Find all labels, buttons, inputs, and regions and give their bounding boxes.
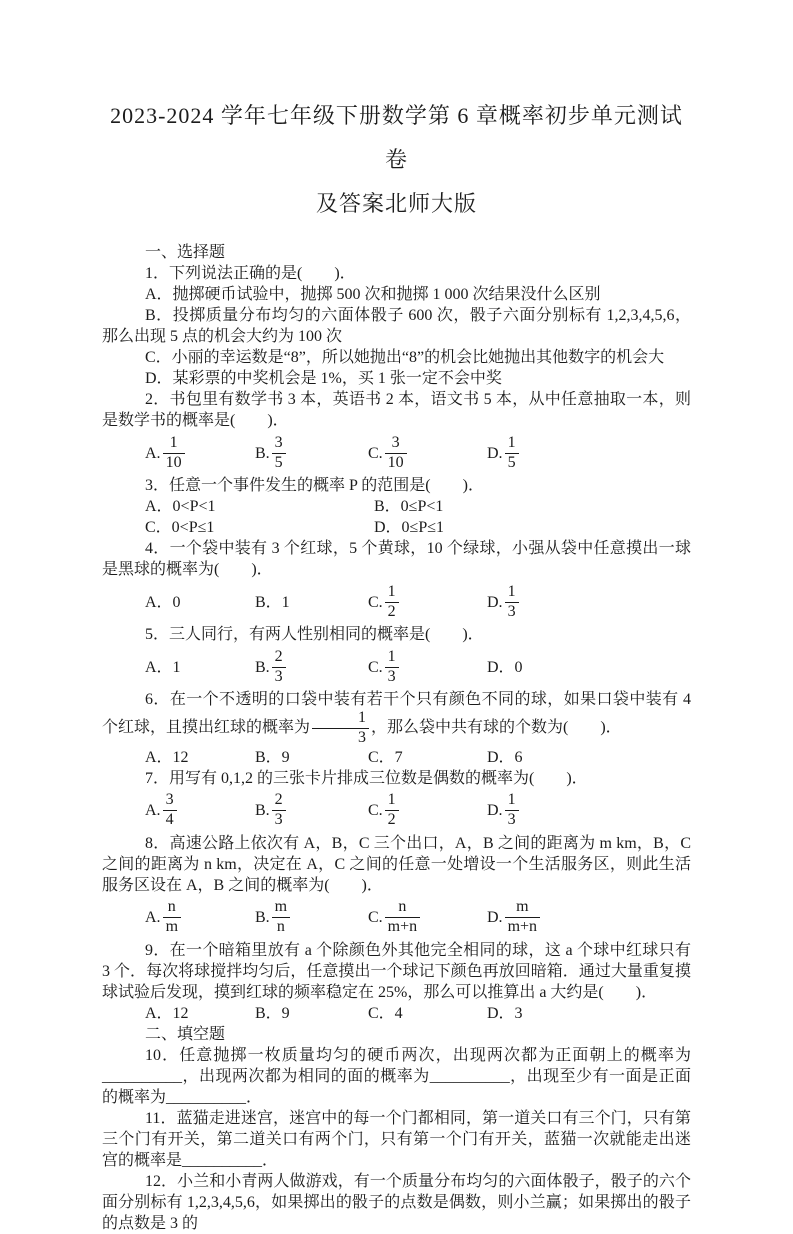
question-9-option-a: A．12: [145, 1004, 189, 1022]
question-8-option-d: D. $\frac{m}{m+n}$: [487, 899, 540, 936]
question-5-options: [102, 645, 691, 689]
fraction: $\frac{n}{m}$: [163, 899, 181, 936]
question-6-options: [102, 747, 691, 768]
question-3-option-c: C．0<P≤1: [145, 519, 215, 536]
question-2-option-d: D. $\frac{1}{5}$: [487, 435, 519, 472]
question-1-stem: 1．下列说法正确的是( )．: [145, 265, 356, 282]
question-11-text: 11．蓝猫走进迷宫，迷宫中的每一个门都相同，第一道关口有三个门，只有第三个门有开关，第二道关口有两个门，只有第一个门有开关，蓝猫一次就能走出迷宫的概率是__________．: [102, 1109, 691, 1169]
question-6-option-b: B．9: [255, 748, 290, 766]
fraction: $\frac{1}{2}$: [385, 792, 399, 829]
question-2-option-c: C. $\frac{3}{10}$: [368, 435, 487, 472]
question-8-option-c: C. $\frac{n}{m+n}$: [368, 899, 487, 936]
question-9-option-d: D．3: [487, 1004, 523, 1022]
question-3-options-row-1: [102, 496, 691, 517]
section-fill-heading: 二、填空题: [145, 1025, 226, 1043]
fraction: $\frac{m}{m+n}$: [505, 899, 540, 936]
fraction: $\frac{1}{3}$: [505, 584, 519, 621]
question-7-stem: 7．用写有 0,1,2 的三张卡片排成三位数是偶数的概率为( )．: [145, 769, 588, 787]
question-8-options: [102, 896, 691, 940]
fraction: $\frac{m}{n}$: [272, 899, 290, 936]
question-5-stem: 5．三人同行，有两人性别相同的概率是( )．: [145, 626, 484, 643]
fraction: $\frac{2}{3}$: [272, 649, 286, 686]
fraction: $\frac{1}{3}$: [385, 649, 399, 686]
question-3-options-row-2: [102, 517, 691, 538]
fraction: $\frac{3}{5}$: [272, 435, 286, 472]
question-4-option-c: C. $\frac{1}{2}$: [368, 584, 487, 621]
question-2-option-a: A. $\frac{1}{10}$: [145, 435, 255, 472]
question-6-stem: 6．在一个不透明的口袋中装有若干个只有颜色不同的球，如果口袋中装有 4 个红球，且摸出红球的概率为 $\frac{1}{3}$ ，那么袋中共有球的个数为( )．: [102, 691, 691, 746]
page-title: [102, 94, 691, 226]
question-6-option-a: A．12: [145, 748, 189, 766]
question-7-option-d: D. $\frac{1}{3}$: [487, 792, 519, 829]
question-9-stem: 9．在一个暗箱里放有 a 个除颜色外其他完全相同的球，这 a 个球中红球只有 3 个．每次将球搅拌均匀后，任意摸出一个球记下颜色再放回暗箱．通过大量重复摸球试验后发现，摸到红球的频率稳定在 25%，那么可以推算出 a 大约是( )．: [102, 941, 691, 1001]
question-4-options: [102, 580, 691, 624]
question-1-option-a: A．抛掷硬币试验中，抛掷 500 次和抛掷 1 000 次结果没什么区别: [145, 286, 601, 303]
question-4-option-b: B．1: [255, 593, 290, 611]
question-2-stem: 2．书包里有数学书 3 本，英语书 2 本，语文书 5 本，从中任意抽取一本，则是数学书的概率是( )．: [102, 391, 691, 429]
question-6-option-d: D．6: [487, 748, 523, 766]
question-1-option-d: D．某彩票的中奖机会是 1%，买 1 张一定不会中奖: [145, 370, 502, 387]
title-line-1: 2023-2024 学年七年级下册数学第 6 章概率初步单元测试卷: [110, 103, 683, 172]
question-7-option-b: B. $\frac{2}{3}$: [255, 792, 368, 829]
fraction: $\frac{1}{5}$: [505, 435, 519, 472]
fraction: $\frac{3}{10}$: [385, 435, 407, 472]
question-3-option-a: A．0<P<1: [145, 498, 216, 515]
question-9-option-b: B．9: [255, 1004, 290, 1022]
fraction: $\frac{2}{3}$: [272, 792, 286, 829]
question-8-option-a: A. $\frac{n}{m}$: [145, 899, 255, 936]
question-3-option-b: B．0≤P<1: [374, 498, 444, 515]
question-9-options: [102, 1003, 691, 1024]
question-2-option-b: B. $\frac{3}{5}$: [255, 435, 368, 472]
question-1-option-c: C．小丽的幸运数是“8”，所以她抛出“8”的机会比她抛出其他数字的机会大: [145, 349, 665, 366]
question-5-option-d: D．0: [487, 658, 523, 676]
fraction: $\frac{1}{2}$: [385, 584, 399, 621]
fraction: $\frac{1}{10}$: [163, 435, 185, 472]
question-7-option-c: C. $\frac{1}{2}$: [368, 792, 487, 829]
question-4-option-d: D. $\frac{1}{3}$: [487, 584, 519, 621]
question-8-stem: 8．高速公路上依次有 A，B，C 三个出口，A，B 之间的距离为 m km，B，C 之间的距离为 n km，决定在 A，C 之间的任意一处增设一个生活服务区，则此生活服务区设在 A，B 之间的概率为( )．: [102, 834, 691, 894]
question-5-option-c: C. $\frac{1}{3}$: [368, 649, 487, 686]
question-6-option-c: C．7: [368, 748, 403, 766]
fraction: $\frac{1}{3}$: [505, 792, 519, 829]
inline-fraction: $\frac{1}{3}$: [312, 710, 369, 747]
question-5-option-a: A．1: [145, 658, 181, 676]
question-7-options: [102, 789, 691, 833]
question-3-option-d: D．0≤P≤1: [374, 519, 445, 536]
question-12-text: 12．小兰和小青两人做游戏，有一个质量分布均匀的六面体骰子，骰子的六个面分别标有 1,2,3,4,5,6，如果掷出的骰子的点数是偶数，则小兰赢；如果掷出的骰子的点数是 3 的: [102, 1172, 691, 1232]
title-line-2: 及答案北师大版: [315, 191, 477, 216]
question-4-stem: 4．一个袋中装有 3 个红球，5 个黄球，10 个绿球，小强从袋中任意摸出一球是黑球的概率为( )．: [102, 540, 691, 578]
fraction: $\frac{n}{m+n}$: [385, 899, 420, 936]
question-4-option-a: A．0: [145, 593, 181, 611]
question-5-option-b: B. $\frac{2}{3}$: [255, 649, 368, 686]
question-9-option-c: C．4: [368, 1004, 403, 1022]
section-choice-heading: 一、选择题: [145, 244, 226, 261]
fraction: $\frac{3}{4}$: [163, 792, 177, 829]
question-7-option-a: A. $\frac{3}{4}$: [145, 792, 255, 829]
question-1-option-b: B．投掷质量分布均匀的六面体骰子 600 次，骰子六面分别标有 1,2,3,4,5,6，那么出现 5 点的机会大约为 100 次: [102, 307, 691, 345]
question-10-text: 10．任意抛掷一枚质量均匀的硬币两次，出现两次都为正面朝上的概率为__________，出现两次都为相同的面的概率为__________，出现至少有一面是正面的概率为__________．: [102, 1046, 691, 1106]
question-8-option-b: B. $\frac{m}{n}$: [255, 899, 368, 936]
question-2-options: [102, 431, 691, 475]
question-3-stem: 3．任意一个事件发生的概率 P 的范围是( )．: [145, 477, 484, 494]
